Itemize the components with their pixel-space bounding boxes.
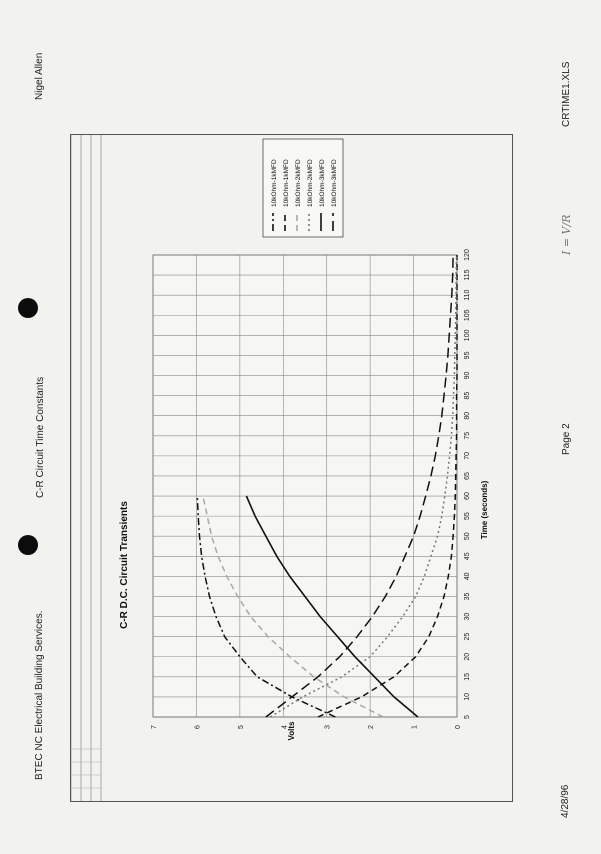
x-tick-label: 25 <box>464 632 471 641</box>
x-tick-label: 95 <box>464 351 471 360</box>
x-tick-label: 20 <box>464 652 471 661</box>
handwritten-note: I = V/R <box>560 214 573 255</box>
y-tick-label: 4 <box>281 725 289 729</box>
y-tick-label: 5 <box>237 725 245 729</box>
footer-right: CRTIME1.XLS <box>561 61 572 127</box>
x-tick-label: 120 <box>464 249 471 261</box>
x-tick-label: 90 <box>464 371 471 380</box>
legend <box>263 139 343 237</box>
binder-hole-top <box>18 298 38 318</box>
x-tick-label: 115 <box>464 269 471 281</box>
chart <box>71 135 512 801</box>
y-tick-label: 7 <box>151 725 158 729</box>
x-tick-label: 15 <box>464 672 471 681</box>
plot-area <box>151 249 471 729</box>
x-tick-label: 65 <box>464 472 471 480</box>
header-right: Nigel Allen <box>34 52 45 100</box>
legend-entry: 10kOhm-2kMFD <box>307 159 314 207</box>
legend-entry: 10kOhm-1kMFD <box>271 159 278 207</box>
legend-entry: 10kOhm-1kMFD <box>283 159 290 207</box>
legend-entry: 10kOhm-3kMFD <box>319 159 326 207</box>
x-tick-label: 50 <box>464 532 471 541</box>
x-axis-label: Time (seconds) <box>480 480 489 540</box>
x-tick-label: 110 <box>464 289 471 301</box>
x-tick-label: 55 <box>464 512 471 521</box>
x-tick-label: 35 <box>464 592 471 601</box>
x-tick-label: 30 <box>464 612 471 621</box>
chart-frame <box>70 134 513 802</box>
x-tick-label: 45 <box>464 552 471 561</box>
legend-entry: 10kOhm-2kMFD <box>295 159 302 207</box>
chart-title: C-R D.C. Circuit Transients <box>119 501 130 629</box>
header-center: C-R Circuit Time Constants <box>35 376 46 498</box>
x-tick-label: 100 <box>464 329 471 342</box>
x-tick-label: 75 <box>464 431 471 440</box>
y-axis-label: Volts <box>287 721 296 741</box>
y-tick-label: 3 <box>324 725 332 729</box>
x-tick-label: 40 <box>464 572 471 581</box>
y-tick-label: 1 <box>411 725 419 729</box>
x-tick-label: 10 <box>464 693 471 701</box>
y-tick-label: 2 <box>368 725 376 729</box>
footer-left: 4/28/96 <box>560 784 571 818</box>
y-tick-label: 6 <box>194 725 202 729</box>
legend-entry: 10kOhm-3kMFD <box>331 159 338 207</box>
x-tick-label: 70 <box>464 451 471 460</box>
footer-center: Page 2 <box>561 423 572 455</box>
binder-hole-bottom <box>18 535 38 555</box>
x-tick-label: 5 <box>464 715 471 719</box>
x-tick-label: 60 <box>464 492 471 500</box>
plot-background <box>153 255 457 717</box>
x-tick-label: 105 <box>464 309 471 322</box>
x-tick-label: 85 <box>464 391 471 400</box>
x-tick-label: 80 <box>464 411 471 420</box>
sheet-gridlines <box>71 135 101 801</box>
header-left: BTEC NC Electrical Building Services. <box>34 610 45 780</box>
y-tick-label: 0 <box>455 725 462 729</box>
